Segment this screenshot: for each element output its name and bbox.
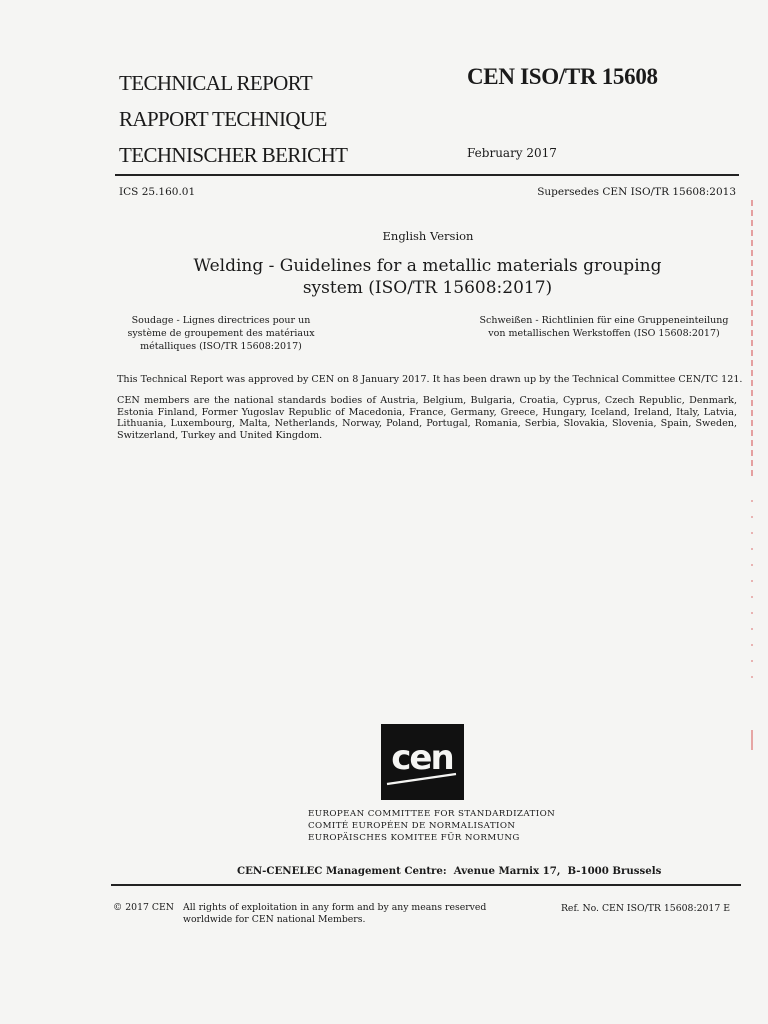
approval-statement: This Technical Report was approved by CEN on 8 January 2017. It has been drawn up by the Technical Committee CEN/TC 121. [117, 374, 743, 385]
organization-names [308, 808, 555, 844]
copyright-notice: © 2017 CEN [113, 902, 174, 913]
org-name-en: EUROPEAN COMMITTEE FOR STANDARDIZATION [308, 809, 556, 819]
header-divider [115, 174, 739, 176]
org-name-de: EUROPÄISCHES KOMITEE FÜR NORMUNG [308, 833, 520, 843]
supersedes-note: Supersedes CEN ISO/TR 15608:2013 [537, 186, 736, 198]
footer-divider [111, 884, 741, 886]
title-german: Schweißen - Richtlinien für eine Gruppeneinteilung von metallischen Werkstoffen (ISO 15608:2017) [479, 315, 729, 339]
report-type-de: TECHNISCHER BERICHT [119, 143, 348, 167]
org-name-fr: COMITÉ EUROPÉEN DE NORMALISATION [308, 821, 516, 831]
report-type-labels [119, 66, 347, 174]
management-centre-address: CEN-CENELEC Management Centre: Avenue Marnix 17, B-1000 Brussels [237, 865, 662, 877]
cen-logo-graphic [381, 724, 464, 800]
report-type-en: TECHNICAL REPORT [119, 71, 313, 95]
title-french: Soudage - Lignes directrices pour un système de groupement des matériaux métalliques (ISO/TR 15608:2017) [127, 315, 315, 352]
report-type-fr: RAPPORT TECHNIQUE [119, 107, 327, 131]
ics-code: ICS 25.160.01 [119, 186, 196, 198]
rights-notice: All rights of exploitation in any form and by any means reserved worldwide for CEN national Members. [183, 902, 487, 925]
reference-number: Ref. No. CEN ISO/TR 15608:2017 E [560, 903, 730, 914]
cen-logo-text: cen [391, 738, 453, 778]
document-id: CEN ISO/TR 15608 [467, 64, 658, 89]
language-version: English Version [382, 229, 474, 243]
cen-logo [381, 724, 464, 800]
margin-stamp-marks [748, 200, 756, 760]
document-title: Welding - Guidelines for a metallic materials grouping system (ISO/TR 15608:2017) [193, 256, 662, 298]
publication-date: February 2017 [467, 146, 557, 160]
members-statement: CEN members are the national standards bodies of Austria, Belgium, Bulgaria, Croatia, Cyprus, Czech Republic, Denmark, Estonia Finland, Former Yugoslav Republic of Macedonia, France, Germany, Greece, Hungary, Iceland, Ireland, Italy, Latvia, Lithuania, Luxembourg, Malta, Netherlands, Norway, Poland, Portugal, Romania, Serbia, Slovakia, Slovenia, Spain, Sweden, Switzerland, Turkey and United Kingdom. [117, 395, 737, 441]
